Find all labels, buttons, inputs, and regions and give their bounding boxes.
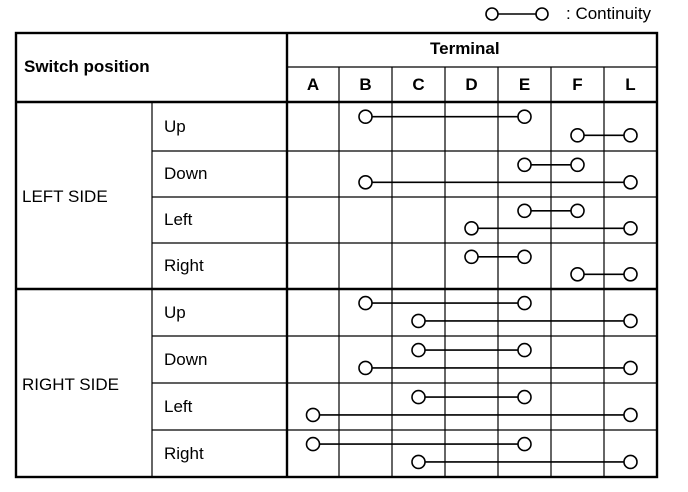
switch-position-right-down: Down [164, 349, 208, 369]
continuity-terminal-f [571, 158, 584, 171]
terminal-header: Terminal [430, 39, 500, 58]
switch-position-left-left: Left [164, 210, 193, 229]
terminal-label-l: L [625, 75, 636, 94]
right-side-label: RIGHT SIDE [22, 375, 119, 394]
continuity-terminal-c [412, 314, 425, 327]
continuity-terminal-e [518, 158, 531, 171]
continuity-terminal-e [518, 110, 531, 123]
switch-position-header: Switch position [24, 57, 150, 76]
continuity-terminal-l [624, 129, 637, 142]
continuity-terminal-l [624, 455, 637, 468]
terminal-label-d: D [465, 75, 478, 94]
switch-position-left-down: Down [164, 164, 208, 183]
switch-position-right-left: Left [164, 396, 193, 416]
continuity-terminal-e [518, 250, 531, 263]
continuity-terminal-f [571, 268, 584, 281]
continuity-terminal-b [359, 297, 372, 310]
continuity-terminal-d [465, 222, 478, 235]
continuity-terminal-l [624, 314, 637, 327]
continuity-terminal-b [359, 361, 372, 374]
terminal-label-b: B [359, 75, 372, 94]
continuity-terminal-d [465, 250, 478, 263]
switch-position-right-up: Up [164, 302, 186, 322]
continuity-terminal-b [359, 110, 372, 123]
switch-position-right-right: Right [164, 443, 204, 463]
continuity-terminal-l [624, 408, 637, 421]
terminal-label-a: A [306, 75, 320, 94]
switch-position-left-up: Up [164, 116, 186, 136]
continuity-terminal-f [571, 204, 584, 217]
continuity-terminal-c [412, 391, 425, 404]
switch-position-left-right: Right [164, 256, 204, 275]
continuity-terminal-e [518, 438, 531, 451]
terminal-label-e: E [518, 75, 531, 94]
continuity-terminal-l [624, 222, 637, 235]
continuity-terminal-c [412, 455, 425, 468]
continuity-terminal-l [624, 361, 637, 374]
terminal-label-c: C [412, 75, 425, 94]
continuity-terminal-a [307, 438, 320, 451]
continuity-terminal-l [624, 268, 637, 281]
continuity-terminal-a [307, 408, 320, 421]
terminal-label-f: F [572, 75, 583, 94]
legend-label: : Continuity [566, 4, 652, 23]
continuity-terminal-l [624, 176, 637, 189]
continuity-terminal-b [359, 176, 372, 189]
continuity-terminal-c [412, 344, 425, 357]
continuity-terminal-e [518, 204, 531, 217]
left-side-label: LEFT SIDE [22, 187, 108, 206]
table-border [16, 33, 657, 477]
continuity-terminal-f [571, 129, 584, 142]
continuity-terminal-e [518, 344, 531, 357]
continuity-terminal-e [518, 391, 531, 404]
continuity-terminal-e [518, 297, 531, 310]
